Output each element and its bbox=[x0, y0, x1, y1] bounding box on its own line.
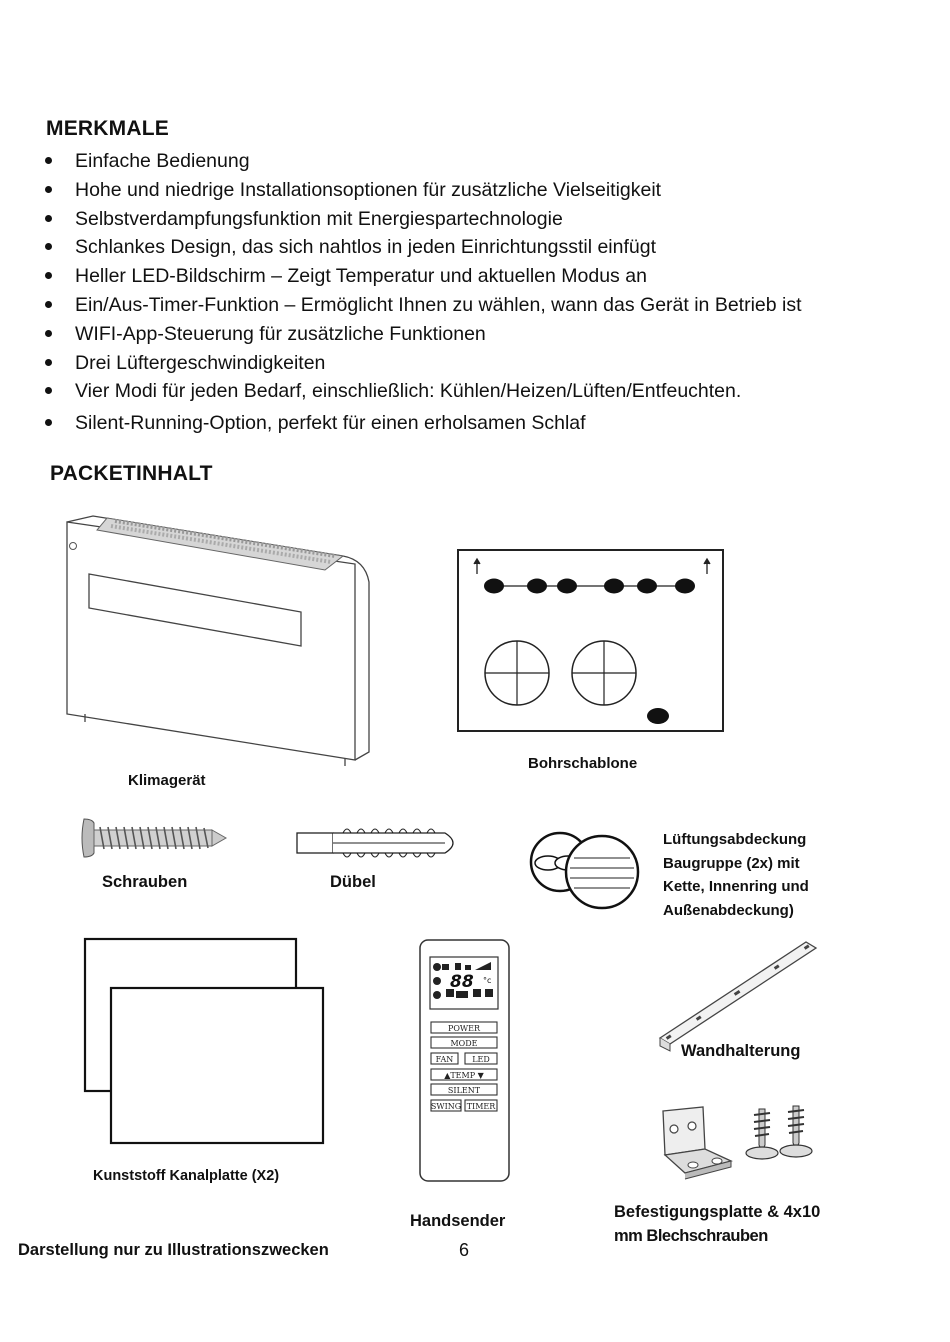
vent-cover-caption-line: Außenabdeckung) bbox=[663, 901, 794, 919]
remote-swing-label: SWING bbox=[430, 1102, 462, 1111]
wall-bracket-caption: Wandhalterung bbox=[681, 1042, 801, 1060]
vent-cover-caption-line: Lüftungsabdeckung bbox=[663, 831, 807, 848]
remote-fan-label: FAN bbox=[435, 1055, 454, 1064]
list-item: Schlankes Design, das sich nahtlos in jeden Einrichtungsstil einfügt bbox=[44, 233, 802, 262]
screws-caption: Schrauben bbox=[102, 873, 188, 891]
mounting-plate-illustration bbox=[657, 1103, 817, 1178]
page-number: 6 bbox=[459, 1240, 470, 1260]
illustration-note: Darstellung nur zu Illustrationszwecken bbox=[18, 1241, 329, 1259]
remote-led-label: LED bbox=[472, 1055, 490, 1064]
remote-silent-label: SILENT bbox=[447, 1086, 481, 1095]
screw-illustration bbox=[80, 817, 230, 859]
vent-cover-caption-line: Baugruppe (2x) mit bbox=[663, 854, 800, 872]
list-item: WIFI-App-Steuerung für zusätzliche Funktionen bbox=[44, 320, 802, 349]
vent-cover-caption bbox=[663, 828, 809, 922]
list-item: Ein/Aus-Timer-Funktion – Ermöglicht Ihnen zu wählen, wann das Gerät in Betrieb ist bbox=[44, 291, 802, 320]
features-list bbox=[44, 147, 802, 438]
drilling-template-illustration bbox=[457, 549, 725, 733]
list-item: Vier Modi für jeden Bedarf, einschließlich: Kühlen/Heizen/Lüften/Entfeuchten. bbox=[44, 377, 802, 406]
wall-bracket-illustration bbox=[656, 934, 821, 1049]
remote-temp-label: ▲TEMP ▼ bbox=[444, 1071, 484, 1080]
remote-mode-label: MODE bbox=[450, 1039, 478, 1048]
list-item: Drei Lüftergeschwindigkeiten bbox=[44, 349, 802, 378]
package-heading: PACKETINHALT bbox=[50, 462, 213, 485]
mounting-plate-caption-line: mm Blechschrauben bbox=[614, 1227, 768, 1245]
features-heading: MERKMALE bbox=[46, 117, 169, 140]
duct-plates-caption: Kunststoff Kanalplatte (X2) bbox=[93, 1168, 280, 1184]
list-item: Heller LED-Bildschirm – Zeigt Temperatur und aktuellen Modus an bbox=[44, 262, 802, 291]
ac-unit-illustration bbox=[55, 512, 385, 772]
remote-caption: Handsender bbox=[410, 1212, 506, 1230]
remote-power-label: POWER bbox=[447, 1024, 481, 1033]
duct-plates-illustration bbox=[83, 937, 328, 1147]
vent-cover-caption-line: Kette, Innenring und bbox=[663, 878, 809, 895]
ac-unit-caption: Klimagerät bbox=[128, 772, 206, 789]
mounting-plate-caption-line: Befestigungsplatte & 4x10 bbox=[614, 1203, 821, 1221]
drilling-template-caption: Bohrschablone bbox=[528, 755, 638, 772]
list-item: Hohe und niedrige Installationsoptionen für zusätzliche Vielseitigkeit bbox=[44, 176, 802, 205]
list-item: Silent-Running-Option, perfekt für einen erholsamen Schlaf bbox=[44, 409, 802, 438]
list-item: Selbstverdampfungsfunktion mit Energiespartechnologie bbox=[44, 205, 802, 234]
remote-control-illustration bbox=[419, 939, 511, 1183]
mounting-plate-caption bbox=[614, 1200, 820, 1248]
remote-display-unit: °c bbox=[483, 976, 492, 985]
dowels-caption: Dübel bbox=[330, 873, 376, 891]
remote-display-digits: 88 bbox=[450, 972, 474, 992]
vent-cover-illustration bbox=[528, 822, 643, 914]
remote-timer-label: TIMER bbox=[466, 1102, 496, 1111]
list-item: Einfache Bedienung bbox=[44, 147, 802, 176]
dowel-illustration bbox=[295, 823, 465, 863]
